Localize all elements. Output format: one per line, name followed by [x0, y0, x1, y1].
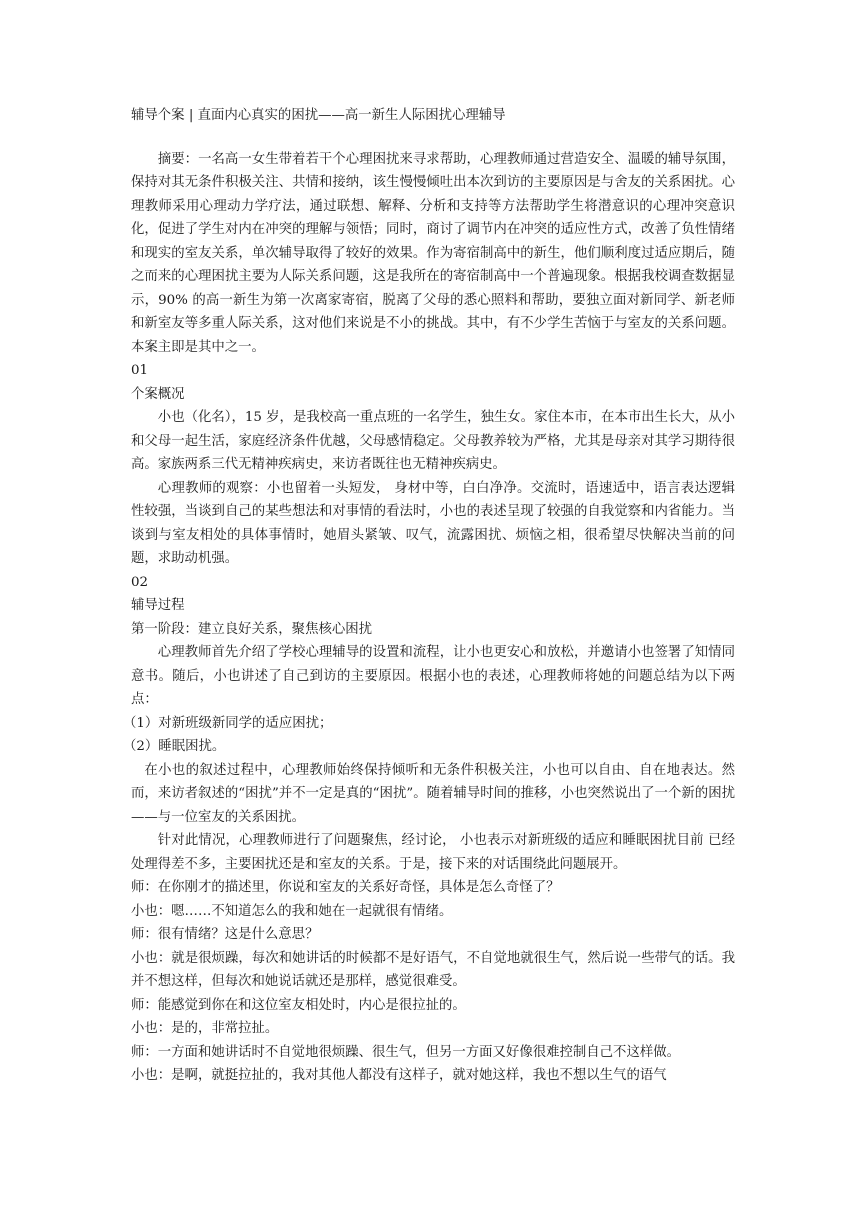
section-number: 01 — [131, 363, 149, 378]
stage-heading: 第一阶段：建立良好关系，聚焦核心困扰 — [131, 621, 373, 637]
stage-paragraph: 心理教师首先介绍了学校心理辅导的设置和流程，让小也更安心和放松，并邀请小也签署了知情同意书。随后，小也讲述了自己到访的主要原因。根据小也的表述，心理教师将她的问题总结为以下两点： — [131, 645, 735, 707]
stage-paragraph: 在小也的叙述过程中，心理教师始终保持倾听和无条件积极关注，小也可以自由、自在地表达。然而，来访者叙述的“困扰”并不一定是真的“困扰”。随着辅导时间的推移，小也突然说出了一个新的困扰——与一位室友的关系困扰。 — [131, 762, 735, 825]
section-number: 02 — [131, 574, 149, 590]
list-item: （2）睡眠困扰。 — [123, 739, 226, 754]
section-heading: 个案概况 — [131, 386, 185, 402]
dialogue-line: 师：很有情绪？这是什么意思？ — [131, 927, 319, 942]
dialogue-line: 小也：是的，非常拉扯。 — [131, 1021, 279, 1036]
list-item: （1）对新班级新同学的适应困扰； — [123, 715, 333, 731]
dialogue-line: 小也：是啊，就挺拉扯的，我对其他人都没有这样子，就对她这样，我也不想以生气的语气 — [131, 1068, 667, 1083]
stage-paragraph: 针对此情况，心理教师进行了问题聚焦，经讨论， 小也表示对新班级的适应和睡眠困扰目前 已经处理得差不多，主要困扰还是和室友的关系。于是，接下来的对话围绕此问题展开。 — [131, 833, 735, 872]
dialogue-line: 小也：就是很烦躁，每次和她讲话的时候都不是好语气，不自觉地就很生气，然后说一些带气的话。我并不想这样，但每次和她说话就还是那样，感觉很难受。 — [131, 950, 735, 989]
dialogue-line: 师：在你刚才的描述里，你说和室友的关系好奇怪，具体是怎么奇怪了？ — [131, 880, 560, 895]
observation-paragraph: 心理教师的观察：小也留着一头短发， 身材中等，白白净净。交流时，语速适中，语言表达逻辑性较强，当谈到自己的某些想法和对事情的看法时，小也的表述呈现了较强的自我觉察和内省能力。当谈到与室友相处的具体事情时，她眉头紧皱、叹气，流露困扰、烦恼之相，很希望尽快解决当前的问题，求助动机强。 — [131, 480, 735, 566]
document-title: 辅导个案 | 直面内心真实的困扰——高一新生人际困扰心理辅导 — [131, 108, 506, 123]
abstract-paragraph: 摘要：一名高一女生带着若干个心理困扰来寻求帮助，心理教师通过营造安全、温暖的辅导氛围，保持对其无条件积极关注、共情和接纳，该生慢慢倾吐出本次到访的主要原因是与舍友的关系困扰。心理教师采用心理动力学疗法，通过联想、解释、分析和支持等方法帮助学生将潜意识的心理冲突意识化，促进了学生对内在冲突的理解与领悟；同时，商讨了调节内在冲突的适应性方式，改善了负性情绪和现实的室友关系，单次辅导取得了较好的效果。作为寄宿制高中的新生，他们顺利度过适应期后，随之而来的心理困扰主要为人际关系问题，这是我所在的寄宿制高中一个普遍现象。根据我校调查数据显示，90% 的高一新生为第一次离家寄宿，脱离了父母的悉心照料和帮助，要独立面对新同学、新老师和新室友等多重人际关系，这对他们来说是不小的挑战。其中，有不少学生苦恼于与室友的关系问题。本案主即是其中之一。 — [131, 151, 735, 355]
dialogue-line: 师：能感觉到你在和这位室友相处时，内心是很拉扯的。 — [131, 997, 466, 1013]
section-heading: 辅导过程 — [131, 598, 185, 613]
case-overview-paragraph: 小也（化名），15 岁，是我校高一重点班的一名学生，独生女。家住本市，在本市出生长大，从小和父母一起生活，家庭经济条件优越，父母感情稳定。父母教养较为严格，尤其是母亲对其学习期待很高。家族两系三代无精神疾病史，来访者既往也无精神疾病史。 — [131, 410, 735, 472]
dialogue-line: 小也：嗯……不知道怎么的我和她在一起就很有情绪。 — [131, 903, 453, 919]
document-page — [123, 104, 735, 1088]
dialogue-line: 师：一方面和她讲话时不自觉地很烦躁、很生气，但另一方面又好像很难控制自己不这样做。 — [131, 1044, 681, 1060]
